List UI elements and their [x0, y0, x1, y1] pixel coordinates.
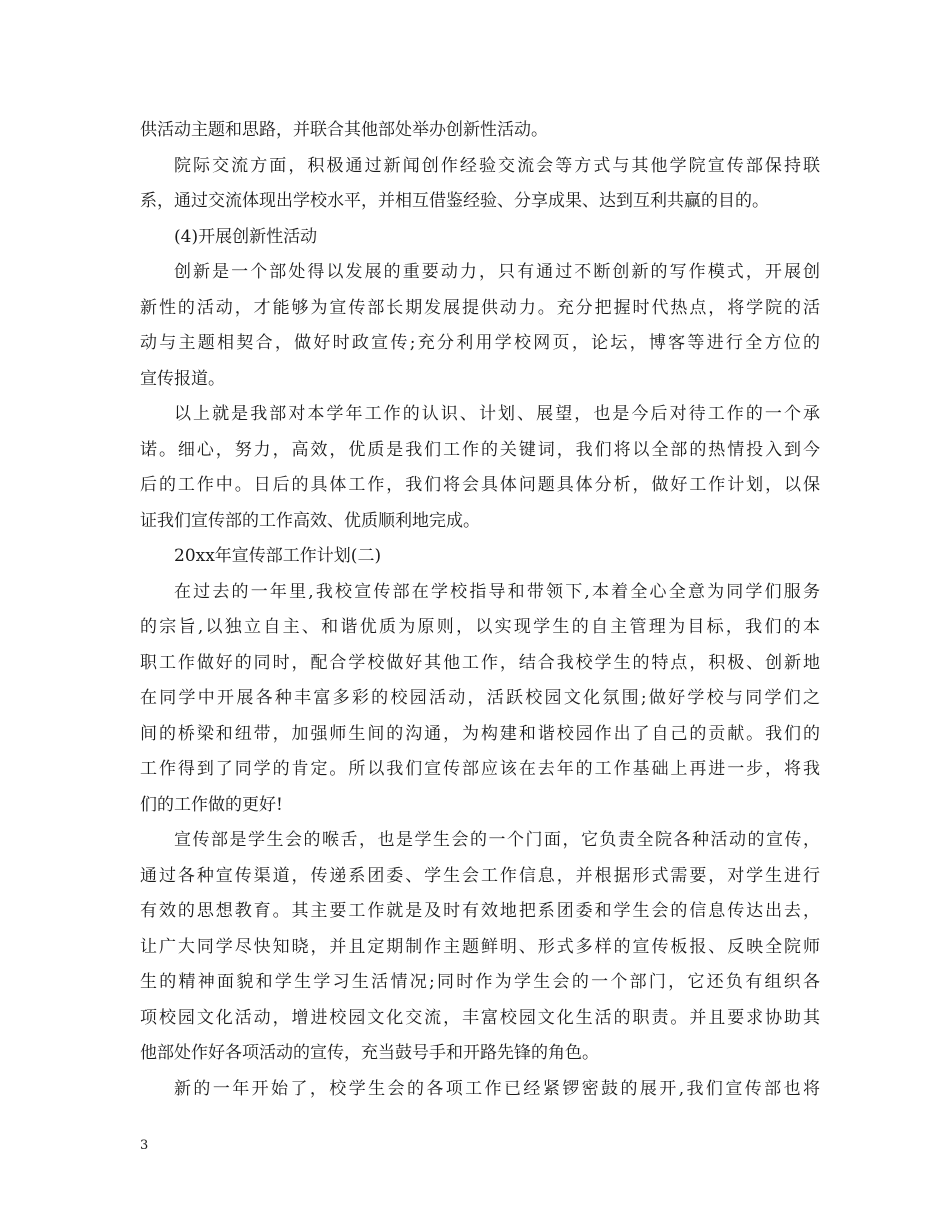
text-line: 在过去的一年里,我校宣传部在学校指导和带领下,本着全心全意为同学们服务 [174, 581, 820, 602]
text-line: 证我们宣传部的工作高效、优质顺利地完成。 [140, 510, 480, 531]
text-line: 在同学中开展各种丰富多彩的校园活动，活跃校园文化氛围;做好学校与同学们之 [140, 688, 820, 708]
document-body [140, 113, 820, 1107]
text-line: 新的一年开始了，校学生会的各项工作已经紧锣密鼓的展开,我们宣传部也将 [174, 1078, 820, 1099]
text-line: 宣传报道。 [140, 368, 225, 389]
text-line: 职工作做好的同时，配合学校做好其他工作，结合我校学生的特点，积极、创新地 [140, 652, 820, 673]
paragraph [140, 149, 820, 220]
text-line: 诺。细心，努力，高效，优质是我们工作的关键词，我们将以全部的热情投入到今 [140, 439, 820, 460]
paragraph [140, 539, 820, 575]
text-line: 通过各种宣传渠道，传递系团委、学生会工作信息，并根据形式需要，对学生进行 [140, 865, 820, 886]
text-line: 生的精神面貌和学生学习生活情况;同时作为学生会的一个部门，它还负有组织各 [140, 972, 820, 992]
text-line: 后的工作中。日后的具体工作，我们将会具体问题具体分析，做好工作计划，以保 [140, 475, 820, 495]
paragraph [140, 1072, 820, 1108]
paragraph [140, 113, 820, 149]
text-line: 的宗旨,以独立自主、和谐优质为原则，以实现学生的自主管理为目标，我们的本 [140, 617, 820, 637]
paragraph [140, 397, 820, 539]
text-line: 们的工作做的更好! [140, 794, 283, 815]
text-line: 20xx年宣传部工作计划(二) [174, 546, 382, 566]
text-line: 让广大同学尽快知晓，并且定期制作主题鲜明、形式多样的宣传板报、反映全院师 [140, 936, 820, 957]
text-line: 系，通过交流体现出学校水平，并相互借鉴经验、分享成果、达到互利共赢的目的。 [140, 191, 769, 211]
paragraph [140, 823, 820, 1072]
page-number: 3 [140, 1138, 149, 1153]
text-line: 他部处作好各项活动的宣传，充当鼓号手和开路先锋的角色。 [140, 1043, 599, 1063]
text-line: 项校园文化活动，增进校园文化交流，丰富校园文化生活的职责。并且要求协助其 [140, 1007, 820, 1028]
paragraph [140, 220, 820, 256]
text-line: 工作得到了同学的肯定。所以我们宣传部应该在去年的工作基础上再进一步，将我 [140, 759, 820, 779]
text-line: 供活动主题和思路，并联合其他部处举办创新性活动。 [140, 120, 548, 140]
text-line: 创新是一个部处得以发展的重要动力，只有通过不断创新的写作模式，开展创 [174, 262, 820, 282]
text-line: 动与主题相契合，做好时政宣传;充分利用学校网页，论坛，博客等进行全方位的 [140, 333, 820, 353]
text-line: 院际交流方面，积极通过新闻创作经验交流会等方式与其他学院宣传部保持联 [174, 155, 820, 176]
text-line: 宣传部是学生会的喉舌，也是学生会的一个门面，它负责全院各种活动的宣传， [174, 830, 820, 850]
text-line: 有效的思想教育。其主要工作就是及时有效地把系团委和学生会的信息传达出去， [140, 901, 820, 921]
text-line: 间的桥梁和纽带，加强师生间的沟通，为构建和谐校园作出了自己的贡献。我们的 [140, 723, 820, 744]
text-line: 新性的活动，才能够为宣传部长期发展提供动力。充分把握时代热点，将学院的活 [140, 297, 820, 318]
text-line: 以上就是我部对本学年工作的认识、计划、展望，也是今后对待工作的一个承 [174, 404, 820, 424]
paragraph [140, 575, 820, 824]
paragraph [140, 255, 820, 397]
text-line: (4)开展创新性活动 [174, 226, 318, 247]
